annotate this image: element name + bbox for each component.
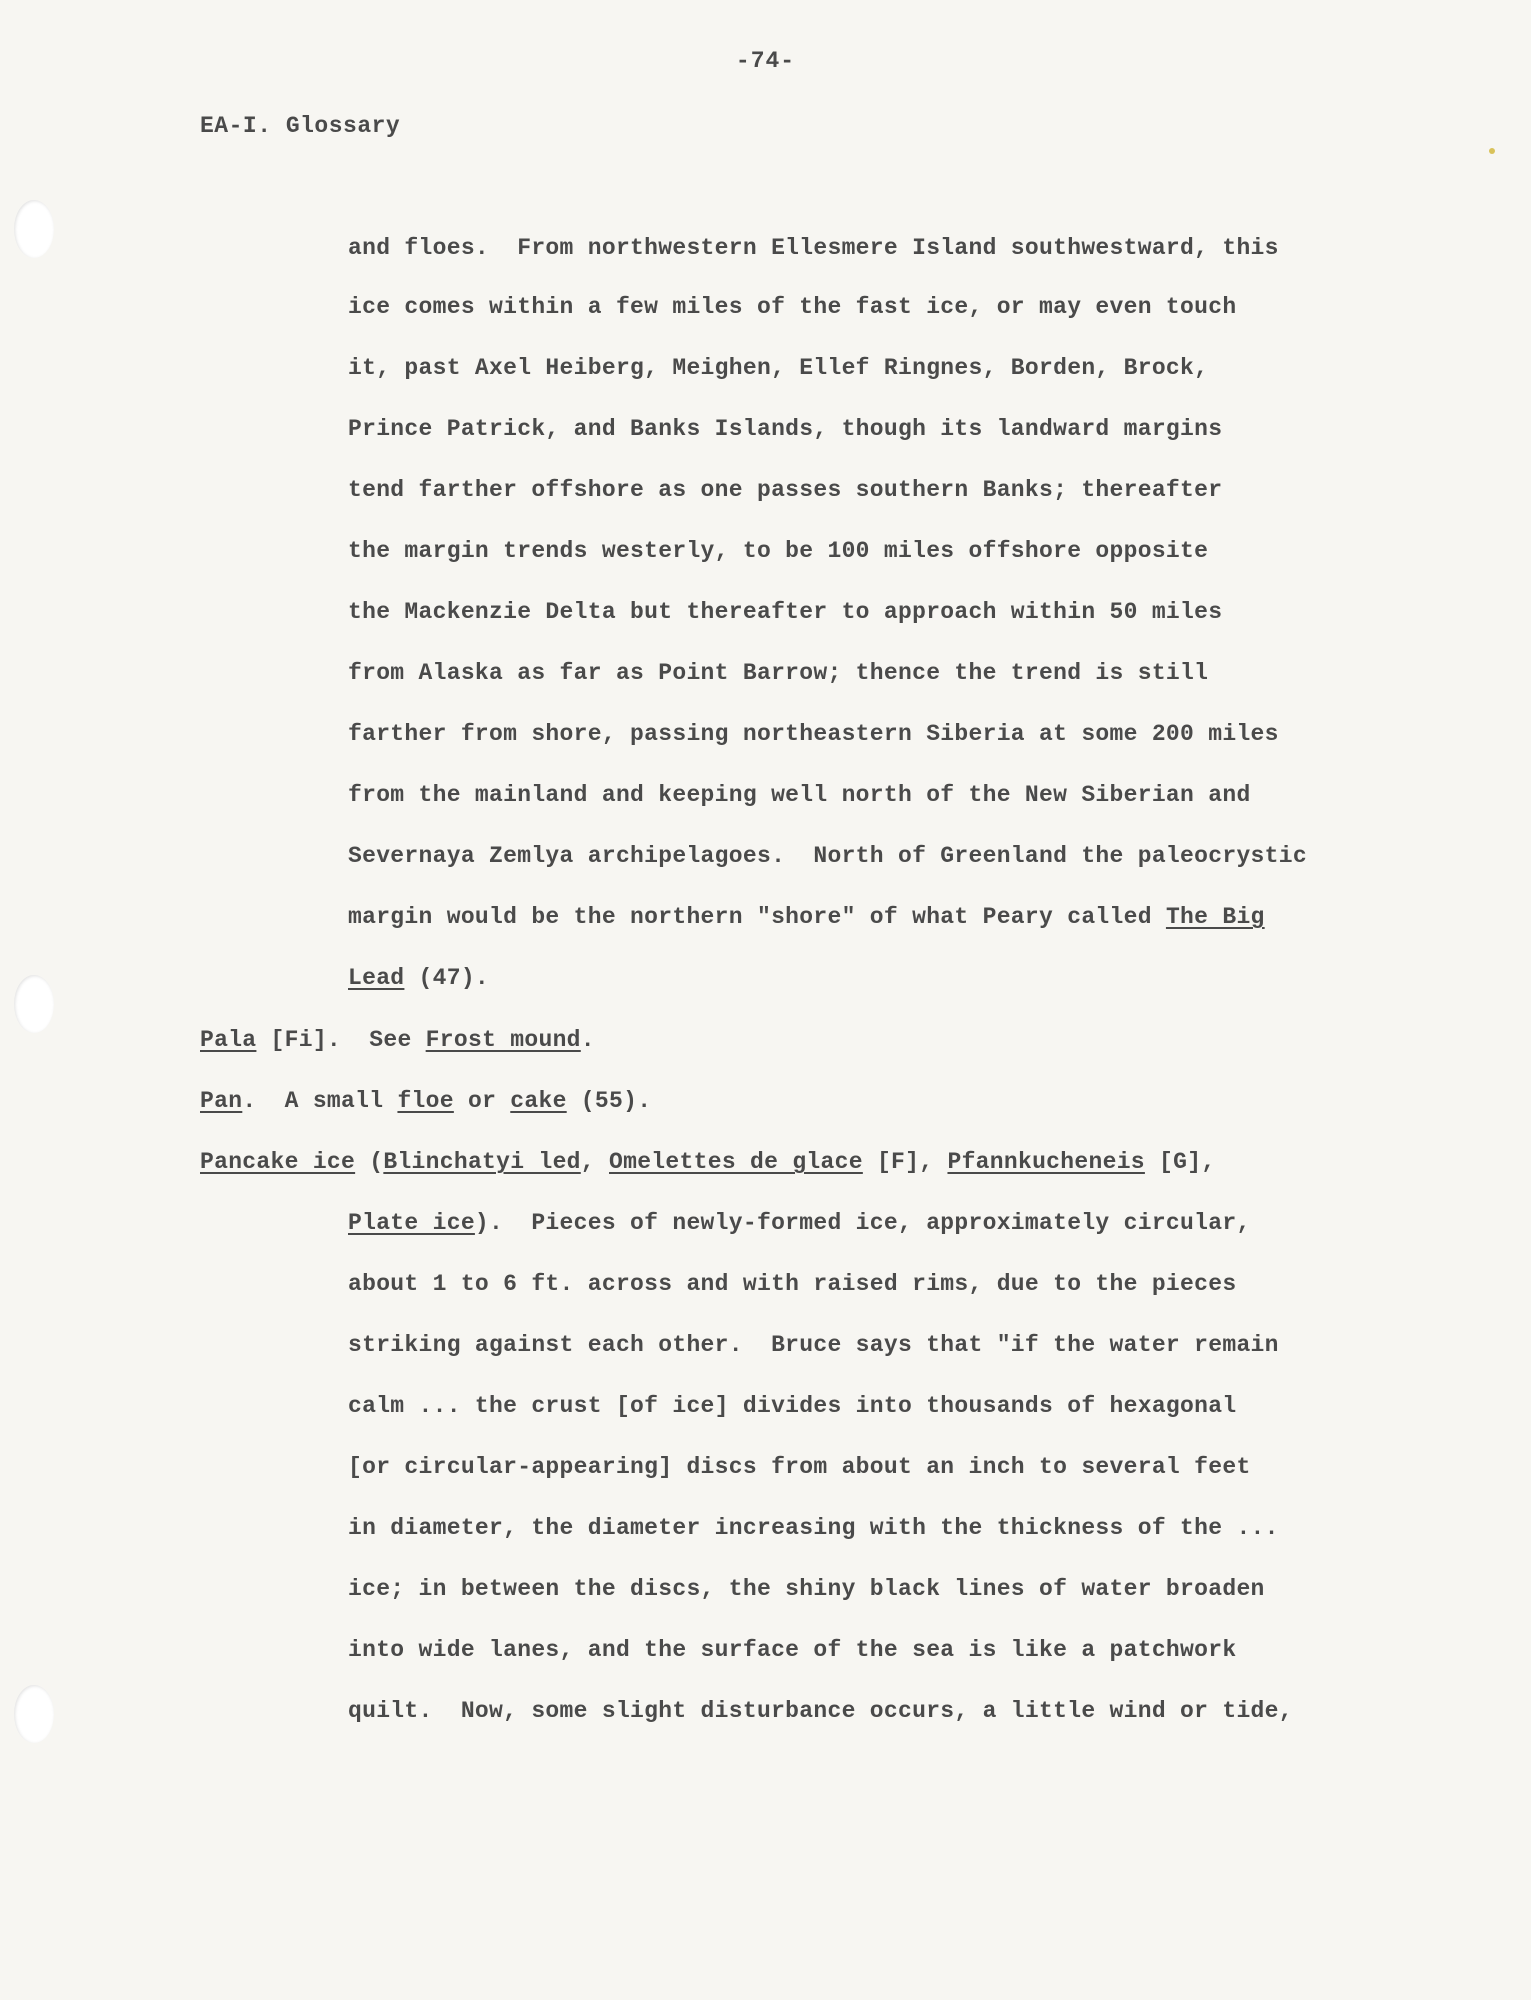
text-line: and floes. From northwestern Ellesmere Island southwestward, this <box>348 235 1279 261</box>
text-line <box>348 902 1265 932</box>
text-segment: , <box>580 1149 609 1175</box>
entry-term: Pala <box>200 1027 257 1053</box>
text-line: about 1 to 6 ft. across and with raised rims, due to the pieces <box>348 1271 1237 1297</box>
text-line: into wide lanes, and the surface of the sea is like a patchwork <box>348 1637 1237 1663</box>
text-segment: ). Pieces of newly-formed ice, approximately circular, <box>474 1210 1251 1236</box>
text-segment: ( <box>355 1149 384 1175</box>
text-line: the margin trends westerly, to be 100 miles offshore opposite <box>348 538 1209 564</box>
text-segment: [F], <box>862 1149 948 1175</box>
text-segment: . <box>580 1027 595 1053</box>
text-segment: . A small <box>242 1088 398 1114</box>
text-line: Severnaya Zemlya archipelagoes. North of Greenland the paleocrystic <box>348 843 1307 869</box>
text-line: [or circular-appearing] discs from about an inch to several feet <box>348 1454 1251 1480</box>
cross-reference: floe <box>397 1088 454 1114</box>
synonym: Plate ice <box>348 1210 475 1236</box>
text-line: ice comes within a few miles of the fast ice, or may even touch <box>348 294 1237 320</box>
page-number: -74- <box>735 48 796 74</box>
cross-reference: Frost mound <box>425 1027 581 1053</box>
synonym: Pfannkucheneis <box>947 1149 1145 1175</box>
binder-hole <box>14 1685 54 1743</box>
text-line: from the mainland and keeping well north of the New Siberian and <box>348 782 1251 808</box>
text-segment: [Fi]. See <box>256 1027 426 1053</box>
glossary-entry-pala <box>200 1025 595 1055</box>
synonym: Omelettes de glace <box>609 1149 863 1175</box>
text-segment: margin would be the northern "shore" of what Peary called <box>348 904 1152 930</box>
text-line <box>348 1208 1251 1238</box>
term-reference: Lead <box>348 965 405 991</box>
text-segment: or <box>453 1088 511 1114</box>
section-heading: EA-I. Glossary <box>200 113 401 139</box>
paper-blemish <box>1489 148 1495 154</box>
text-line: farther from shore, passing northeastern Siberia at some 200 miles <box>348 721 1279 747</box>
term-reference: The Big <box>1165 904 1265 930</box>
text-line: in diameter, the diameter increasing with the thickness of the ... <box>348 1515 1279 1541</box>
citation: (55). <box>566 1088 652 1114</box>
text-line: Prince Patrick, and Banks Islands, though its landward margins <box>348 416 1223 442</box>
binder-hole <box>14 200 54 258</box>
text-line: the Mackenzie Delta but thereafter to approach within 50 miles <box>348 599 1223 625</box>
synonym: Blinchatyi led <box>383 1149 581 1175</box>
entry-term: Pan <box>200 1088 243 1114</box>
citation: (47). <box>404 965 490 991</box>
cross-reference: cake <box>510 1088 567 1114</box>
entry-term: Pancake ice <box>200 1149 356 1175</box>
text-line: from Alaska as far as Point Barrow; thence the trend is still <box>348 660 1209 686</box>
text-line: ice; in between the discs, the shiny black lines of water broaden <box>348 1576 1265 1602</box>
text-segment: [G], <box>1144 1149 1216 1175</box>
text-line <box>348 963 489 993</box>
text-line: quilt. Now, some slight disturbance occurs, a little wind or tide, <box>348 1698 1293 1724</box>
binder-hole <box>14 975 54 1033</box>
glossary-entry-pan <box>200 1086 651 1116</box>
text-line: it, past Axel Heiberg, Meighen, Ellef Ringnes, Borden, Brock, <box>348 355 1209 381</box>
text-line: tend farther offshore as one passes southern Banks; thereafter <box>348 477 1223 503</box>
text-line: calm ... the crust [of ice] divides into thousands of hexagonal <box>348 1393 1237 1419</box>
glossary-entry-pancake-ice <box>200 1147 1215 1177</box>
text-line: striking against each other. Bruce says that "if the water remain <box>348 1332 1279 1358</box>
